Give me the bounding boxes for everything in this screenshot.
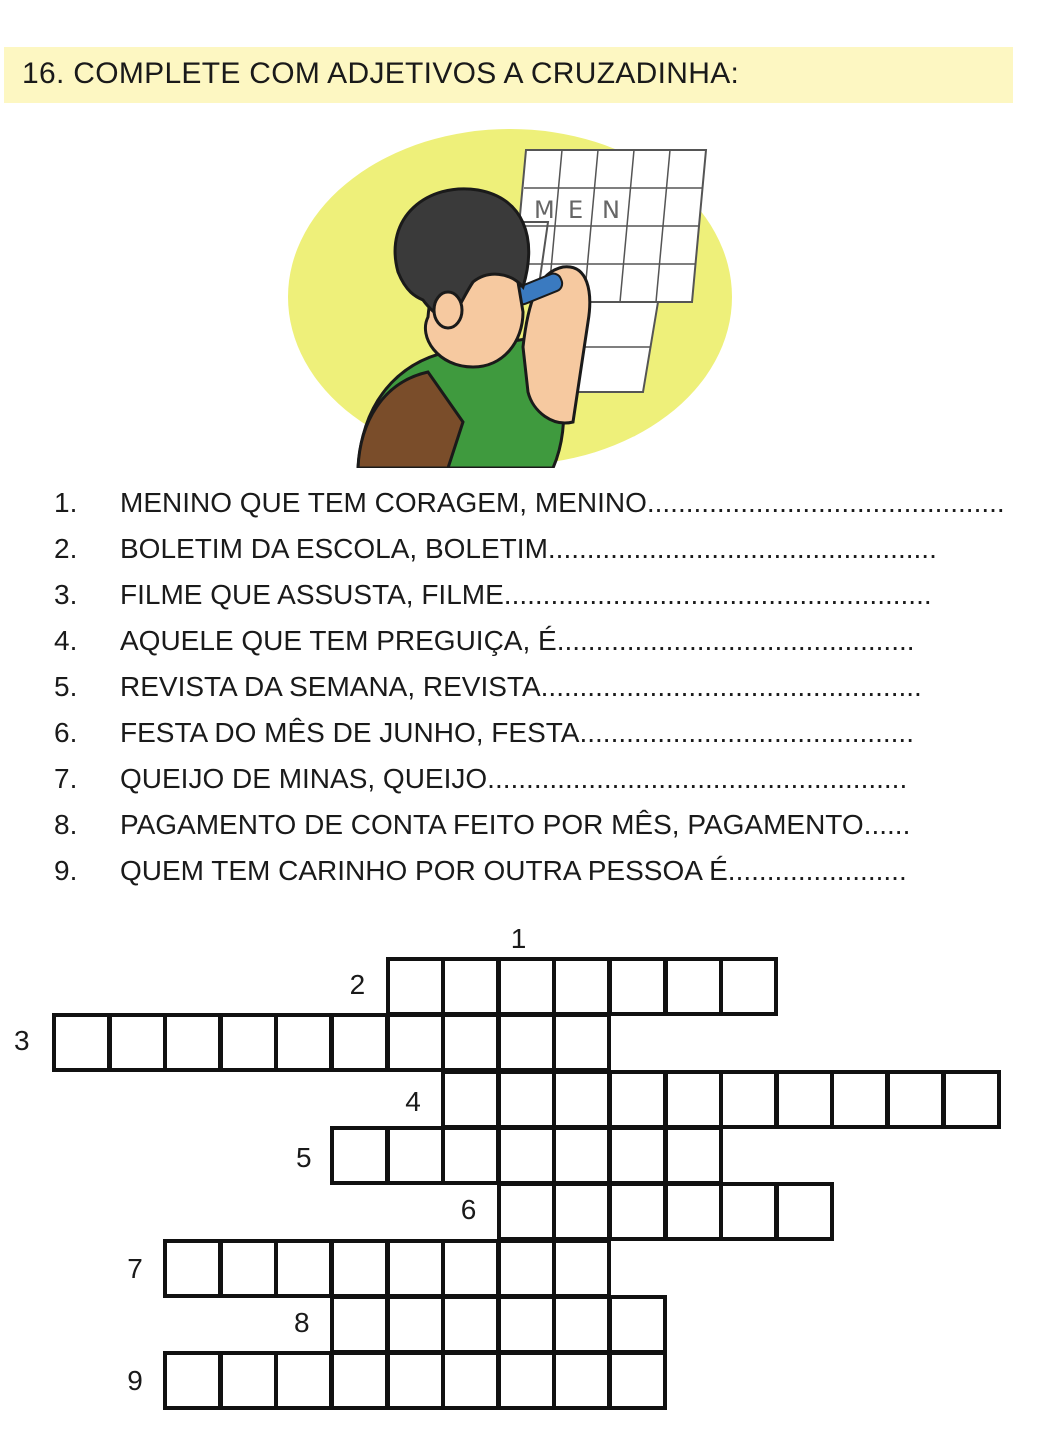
clue-number: 5. — [54, 671, 78, 702]
row-number-label: 2 — [349, 969, 366, 1000]
row-number-label: 5 — [296, 1141, 312, 1173]
column-number-label: 1 — [510, 923, 527, 954]
crossword-cell[interactable] — [830, 1070, 889, 1129]
crossword-cell[interactable] — [108, 1013, 167, 1072]
clue-number: 4. — [54, 625, 78, 656]
crossword-cell[interactable] — [552, 1239, 611, 1298]
crossword-cell[interactable] — [608, 1070, 667, 1129]
crossword-cell[interactable] — [775, 1182, 834, 1241]
row-number-label: 3 — [14, 1025, 30, 1057]
crossword-cell[interactable] — [386, 1351, 445, 1410]
crossword-cell[interactable] — [608, 1126, 667, 1185]
clue-text: REVISTA DA SEMANA, REVISTA................................................. — [120, 671, 922, 702]
crossword-cell[interactable] — [441, 1070, 500, 1129]
crossword-cell[interactable] — [775, 1070, 834, 1129]
page-title: 16. COMPLETE COM ADJETIVOS A CRUZADINHA: — [22, 57, 740, 90]
crossword-cell[interactable] — [219, 1239, 278, 1298]
crossword-cell[interactable] — [441, 1013, 500, 1072]
crossword-cell[interactable] — [497, 1295, 556, 1354]
crossword-cell[interactable] — [219, 1351, 278, 1410]
crossword-cell[interactable] — [274, 1013, 333, 1072]
crossword-cell[interactable] — [719, 1070, 778, 1129]
crossword-cell[interactable] — [330, 1013, 389, 1072]
crossword-cell[interactable] — [441, 1239, 500, 1298]
crossword-cell[interactable] — [497, 1239, 556, 1298]
clue-text: BOLETIM DA ESCOLA, BOLETIM.................................................. — [120, 533, 937, 564]
crossword-cell[interactable] — [386, 957, 445, 1016]
crossword-cell[interactable] — [552, 1126, 611, 1185]
crossword-cell[interactable] — [552, 1070, 611, 1129]
clue-number: 8. — [54, 809, 78, 840]
crossword-cell[interactable] — [497, 957, 556, 1016]
crossword-cell[interactable] — [497, 1126, 556, 1185]
crossword-cell[interactable] — [552, 1295, 611, 1354]
crossword-cell[interactable] — [274, 1239, 333, 1298]
crossword-cell[interactable] — [719, 957, 778, 1016]
clue-number: 1. — [54, 487, 78, 518]
crossword-cell[interactable] — [330, 1126, 389, 1185]
crossword-cell[interactable] — [330, 1351, 389, 1410]
crossword-cell[interactable] — [664, 1126, 723, 1185]
crossword-cell[interactable] — [386, 1013, 445, 1072]
crossword-cell[interactable] — [719, 1182, 778, 1241]
crossword-cell[interactable] — [163, 1351, 222, 1410]
crossword-cell[interactable] — [163, 1013, 222, 1072]
crossword-cell[interactable] — [664, 1182, 723, 1241]
clue-number: 9. — [54, 855, 78, 886]
crossword-cell[interactable] — [608, 1295, 667, 1354]
crossword-cell[interactable] — [330, 1239, 389, 1298]
row-number-label: 6 — [460, 1194, 477, 1226]
clue-number: 7. — [54, 763, 78, 794]
crossword-cell[interactable] — [386, 1239, 445, 1298]
crossword-cell[interactable] — [274, 1351, 333, 1410]
crossword-cell[interactable] — [608, 1182, 667, 1241]
clue-text: AQUELE QUE TEM PREGUIÇA, É.............................................. — [120, 625, 915, 656]
crossword-cell[interactable] — [497, 1013, 556, 1072]
clue-number: 2. — [54, 533, 78, 564]
crossword-cell[interactable] — [163, 1239, 222, 1298]
crossword-cell[interactable] — [664, 1070, 723, 1129]
crossword-cell[interactable] — [942, 1070, 1001, 1129]
clue-number: 3. — [54, 579, 78, 610]
clue-text: FILME QUE ASSUSTA, FILME....................................................... — [120, 579, 932, 610]
illustration-letter: E — [568, 196, 584, 224]
crossword-cell[interactable] — [52, 1013, 111, 1072]
crossword-cell[interactable] — [330, 1295, 389, 1354]
clue-text: QUEIJO DE MINAS, QUEIJO...................................................... — [120, 763, 908, 794]
crossword-cell[interactable] — [552, 957, 611, 1016]
crossword-cell[interactable] — [497, 1070, 556, 1129]
clue-text: FESTA DO MÊS DE JUNHO, FESTA........................................... — [120, 717, 914, 748]
crossword-cell[interactable] — [441, 1351, 500, 1410]
crossword-cell[interactable] — [497, 1182, 556, 1241]
crossword-cell[interactable] — [441, 1295, 500, 1354]
row-number-label: 8 — [294, 1306, 310, 1338]
clue-text: MENINO QUE TEM CORAGEM, MENINO.............................................. — [120, 487, 1005, 518]
crossword-cell[interactable] — [608, 957, 667, 1016]
crossword-cell[interactable] — [441, 957, 500, 1016]
crossword-cell[interactable] — [608, 1351, 667, 1410]
clue-number: 6. — [54, 717, 78, 748]
crossword-cell[interactable] — [219, 1013, 278, 1072]
clue-text: QUEM TEM CARINHO POR OUTRA PESSOA É....................... — [120, 855, 907, 886]
row-number-label: 9 — [127, 1365, 143, 1397]
crossword-cell[interactable] — [386, 1126, 445, 1185]
crossword-cell[interactable] — [552, 1182, 611, 1241]
illustration-letter: N — [602, 196, 620, 224]
crossword-cell[interactable] — [441, 1126, 500, 1185]
row-number-label: 7 — [127, 1252, 143, 1284]
crossword-cell[interactable] — [664, 957, 723, 1016]
crossword-cell[interactable] — [552, 1013, 611, 1072]
crossword-cell[interactable] — [497, 1351, 556, 1410]
illustration-letter: M — [534, 196, 555, 224]
crossword-cell[interactable] — [886, 1070, 945, 1129]
row-number-label: 4 — [405, 1085, 421, 1117]
crossword-cell[interactable] — [552, 1351, 611, 1410]
crossword-cell[interactable] — [386, 1295, 445, 1354]
clue-text: PAGAMENTO DE CONTA FEITO POR MÊS, PAGAMENTO...... — [120, 809, 911, 840]
